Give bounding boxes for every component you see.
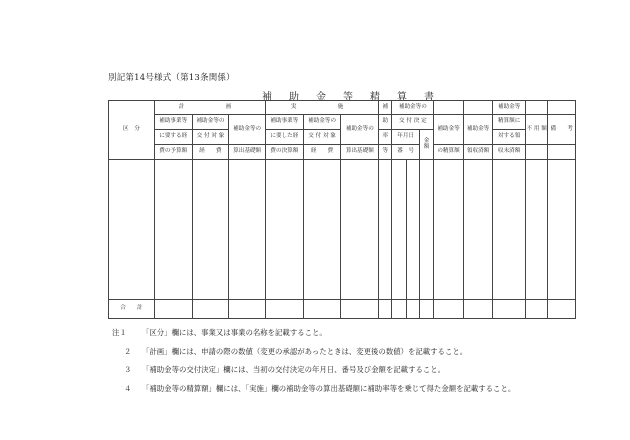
hojoritsu-2: 助	[379, 115, 392, 130]
body-cell	[525, 160, 547, 300]
seisangaku-1	[434, 101, 464, 115]
actual-col-1-line-1: 補助事業等	[266, 115, 304, 130]
settlement-table	[108, 100, 576, 319]
note-number: ４	[124, 383, 132, 393]
kofu-kettei: 交 付 決 定	[392, 115, 434, 130]
actual-col-3-line-1: 補助金等の	[341, 115, 379, 145]
plan-col-1-line-2: に要する経	[154, 130, 192, 145]
fuyo-header: 不 用 額	[525, 115, 547, 145]
document-title: 補助金等精算書	[262, 92, 451, 103]
total-cell	[493, 300, 526, 319]
total-cell	[463, 300, 493, 319]
ryoshu-header: 補助金等	[463, 115, 493, 145]
body-cell	[379, 160, 392, 300]
hojoritsu-4: 等	[379, 145, 392, 160]
nengappi-header: 年月日	[392, 130, 420, 145]
total-cell	[341, 300, 379, 319]
total-cell	[392, 300, 406, 319]
body-cell	[192, 160, 229, 300]
bango-header: 番 号	[392, 145, 420, 160]
note-text: 「補助金等の精算額」欄には、「実施」欄の補助金等の算出基礎額に補助率等を乗じて得た金額を記載すること。	[142, 383, 516, 393]
body-cell	[406, 160, 419, 300]
note-item	[112, 324, 515, 343]
body-cell	[548, 160, 576, 300]
total-cell	[229, 300, 266, 319]
total-cell	[406, 300, 419, 319]
plan-col-1-line-3: 費の予算額	[154, 145, 192, 160]
body-cell	[303, 160, 341, 300]
plan-header: 計 画	[154, 101, 265, 115]
taisuru-2: 精算額に	[493, 115, 526, 130]
kingaku-header: 金 額	[419, 130, 433, 160]
plan-col-3-line-3: 算出基礎額	[229, 145, 266, 160]
note-number: ３	[124, 365, 132, 375]
body-cell	[266, 160, 304, 300]
kofu-header: 補助金等の	[392, 101, 434, 115]
body-cell	[463, 160, 493, 300]
fuyo-1	[525, 101, 547, 115]
taisuru-1: 補助金等	[493, 101, 526, 115]
body-cell	[154, 160, 192, 300]
total-cell	[154, 300, 192, 319]
note-item	[112, 343, 515, 362]
actual-col-3-line-3: 算出基礎額	[341, 145, 379, 160]
note-text: 「計画」欄には、申請の際の数値（変更の承認があったときは、変更後の数値）を記載すること。	[142, 346, 468, 356]
ryoshu-1	[463, 101, 493, 115]
hojoritsu-3: 率	[379, 130, 392, 145]
total-cell	[525, 300, 547, 319]
total-cell	[266, 300, 304, 319]
total-cell	[303, 300, 341, 319]
plan-col-2-line-2: 交 付 対 象	[192, 130, 229, 145]
notes	[112, 324, 515, 398]
note-item	[112, 380, 515, 399]
note-number: ２	[124, 346, 132, 356]
gokei-label: 合 計	[109, 300, 155, 319]
taisuru-3: 対する領	[493, 130, 526, 145]
actual-col-1-line-2: に要した経	[266, 130, 304, 145]
total-cell	[434, 300, 464, 319]
biko-1	[548, 101, 576, 115]
body-cell	[493, 160, 526, 300]
total-cell	[192, 300, 229, 319]
plan-col-3-line-1: 補助金等の	[229, 115, 266, 145]
body-cell	[109, 160, 155, 300]
actual-col-2-line-1: 補助金等の	[303, 115, 341, 130]
biko-header: 備 考	[548, 115, 576, 145]
biko-line-2	[548, 145, 576, 160]
taisuru-4: 収未済額	[493, 145, 526, 160]
note-number: 注１	[112, 328, 127, 337]
body-cell	[419, 160, 433, 300]
body-cell	[341, 160, 379, 300]
plan-col-1-line-1: 補助事業等	[154, 115, 192, 130]
ryoshu-line-2: 領収済額	[463, 145, 493, 160]
note-text: 「補助金等の交付決定」欄には、当初の交付決定の年月日、番号及び金額を記載すること。	[142, 365, 446, 375]
note-item	[112, 361, 515, 380]
actual-col-2-line-3: 経 費	[303, 145, 341, 160]
actual-col-1-line-3: 費の決算額	[266, 145, 304, 160]
total-cell	[548, 300, 576, 319]
fuyo-line-2	[525, 145, 547, 160]
actual-header: 実 施	[266, 101, 379, 115]
actual-col-2-line-2: 交 付 対 象	[303, 130, 341, 145]
hojoritsu-1: 補	[379, 101, 392, 115]
note-text: 「区分」欄には、事業又は事業の名称を記載すること。	[142, 328, 327, 337]
seisangaku-header: 補助金等	[434, 115, 464, 145]
plan-col-2-line-3: 経 費	[192, 145, 229, 160]
kubun-header: 区 分	[109, 101, 155, 160]
seisangaku-line-2: の精算額	[434, 145, 464, 160]
total-cell	[379, 300, 392, 319]
total-cell	[419, 300, 433, 319]
body-cell	[434, 160, 464, 300]
body-cell	[229, 160, 266, 300]
body-cell	[392, 160, 406, 300]
form-reference: 別記第14号様式（第13条関係）	[108, 73, 235, 83]
plan-col-2-line-1: 補助金等の	[192, 115, 229, 130]
